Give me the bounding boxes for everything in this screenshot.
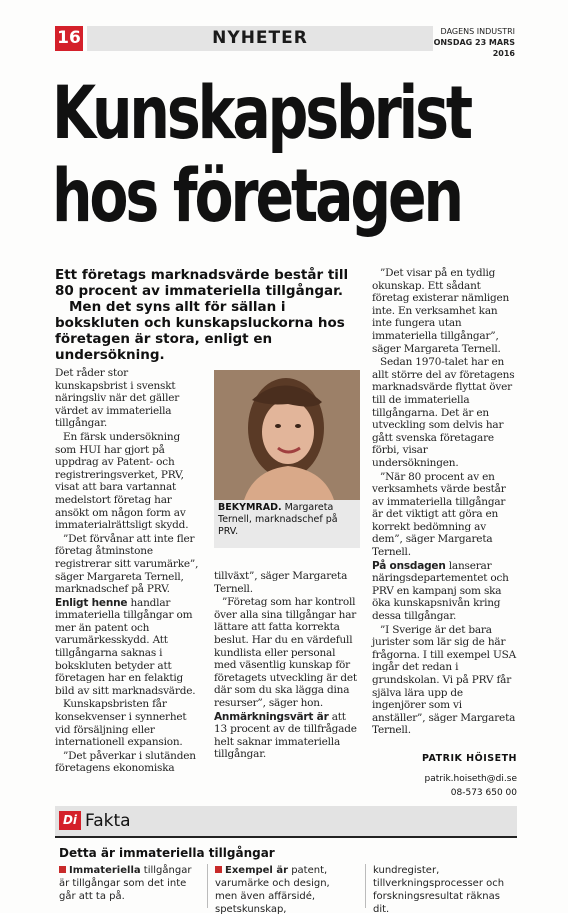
author-phone: 08-573 650 00: [450, 788, 517, 798]
bullet-square-icon: [215, 866, 222, 873]
caption-text: Margareta Ternell, marknadschef på PRV.: [218, 502, 338, 537]
photo-caption: [214, 500, 360, 548]
body-p: ”Det påverkar i slutänden företagens ekonomiska: [55, 749, 196, 775]
page-header: [55, 24, 515, 58]
headline: [52, 71, 470, 239]
paper-name: DAGENS INDUSTRI: [440, 27, 515, 36]
page-number: 16: [55, 26, 83, 51]
subhead: Anmärkningsvärt är: [214, 710, 329, 723]
body-p: [372, 560, 517, 623]
caption-lead: BEKYMRAD.: [218, 502, 282, 513]
body-p: En färsk undersökning som HUI har gjort på uppdrag av Patent- och registreringsverket, PRV, visat att bara vartannat medelstort företag har ansökt om någon form av immaterialrättsligt skydd.: [55, 430, 189, 532]
fact-lead: Exempel är: [225, 865, 289, 876]
body-p: Det råder stor kunskapsbrist i svenskt näringsliv när det gäller värdet av immateriella tillgångar.: [55, 367, 180, 430]
fact-box-label: Fakta: [85, 811, 131, 831]
portrait-illustration: [214, 370, 360, 500]
body-p: ”När 80 procent av en verksamhets värde består av immateriella tillgångar är det viktigt att göra en korrekt bedömning av dem”, säger Margareta Ternell.: [372, 470, 506, 559]
body-p: ”Det visar på en tydlig okunskap. Ett sådant företag existerar nämligen inte. En verksamhet kan inte fungera utan immateriella tillgångar”, säger Margareta Ternell.: [372, 267, 510, 355]
lead-p2: Men det syns allt för sällan i bokskluten och kunskapsluckorna hos företagen är stora, enligt en undersökning.: [55, 299, 345, 363]
fact-column-2: [215, 864, 355, 916]
body-p: ”Det förvånar att inte fler företag åtminstone registrerar sitt varumärke”, säger Margareta Ternell, marknadschef på PRV.: [55, 532, 199, 596]
body-p: tillväxt”, säger Margareta Ternell.: [214, 570, 348, 595]
issue-date: ONSDAG 23 MARS 2016: [433, 38, 515, 58]
bullet-square-icon: [59, 866, 66, 873]
body-p: Sedan 1970-talet har en allt större del av företagens marknadsvärde flyttat över till de immateriella tillgångarna. Det är en utveckling som delvis har gått svenska företagare förbi, visar undersökningen.: [372, 356, 515, 469]
author-email: patrik.hoiseth@di.se: [424, 774, 517, 784]
body-p: ”I Sverige är det bara jurister som lär sig de här frågorna. I till exempel USA ingår det redan i grundskolan. Vi på PRV får själva lära upp de ingenjörer som vi anställer”, säger Margareta Ternell.: [372, 623, 517, 737]
body-text: att 13 procent av de tillfrågade helt saknar immateriella tillgångar.: [214, 710, 357, 761]
body-column-1: [55, 367, 203, 776]
di-logo-icon: Di: [59, 811, 81, 830]
body-p: ”Företag som har kontroll över alla sina tillgångar har lättare att fatta korrekta beslut. Har du en värdefull kundlista eller personal med väsentlig kunskap för företagets utveckling är det där som du ska lägga dina resurser”, säger hon.: [214, 596, 357, 709]
paper-info: [415, 26, 515, 59]
body-column-2: [214, 570, 360, 762]
fact-text: patent, varumärke och design, men även affärsidé, spetskunskap,: [215, 865, 330, 915]
body-p: Kunskapsbristen får konsekvenser i synnerhet vid försäljning eller internationell expansion.: [55, 698, 187, 749]
headline-line-2: hos företagen: [52, 154, 461, 239]
fact-column-1: [59, 864, 197, 903]
lead-p1: Ett företags marknadsvärde består till 80 procent av immateriella tillgångar.: [55, 267, 349, 299]
subhead: På onsdagen: [372, 559, 446, 572]
column-divider: [207, 864, 208, 908]
body-text: handlar immateriella tillgångar om mer än patent och varumärkesskydd. Att tillgångarna saknas i bokskluten betyder att företagen har en felaktig bild av sitt marknadsvärde.: [55, 596, 196, 697]
portrait-photo: [214, 370, 360, 500]
fact-text: tillgångar är tillgångar som det inte går att ta på.: [59, 865, 192, 902]
subhead: Enligt henne: [55, 596, 128, 609]
fact-box-title: Detta är immateriella tillgångar: [59, 846, 275, 860]
body-text: lanserar näringsdepartementet och PRV en kampanj som ska öka kunskapsnivån kring dessa tillgångar.: [372, 559, 509, 623]
body-column-3: [372, 267, 517, 738]
body-p: [55, 597, 203, 698]
section-label: NYHETER: [87, 26, 433, 51]
fact-box: [55, 806, 517, 913]
fact-column-3: kundregister, tillverkningsprocesser och forskningsresultat räknas dit.: [373, 865, 505, 915]
column-divider: [365, 864, 366, 908]
fact-lead: Immateriella: [69, 865, 141, 876]
author-name: PATRIK HÖISETH: [421, 753, 517, 764]
fact-box-header: [55, 806, 517, 838]
lead-paragraph: [55, 267, 360, 363]
byline: [372, 752, 517, 800]
headline-line-1: Kunskapsbrist: [52, 71, 470, 156]
body-p: [214, 711, 360, 761]
